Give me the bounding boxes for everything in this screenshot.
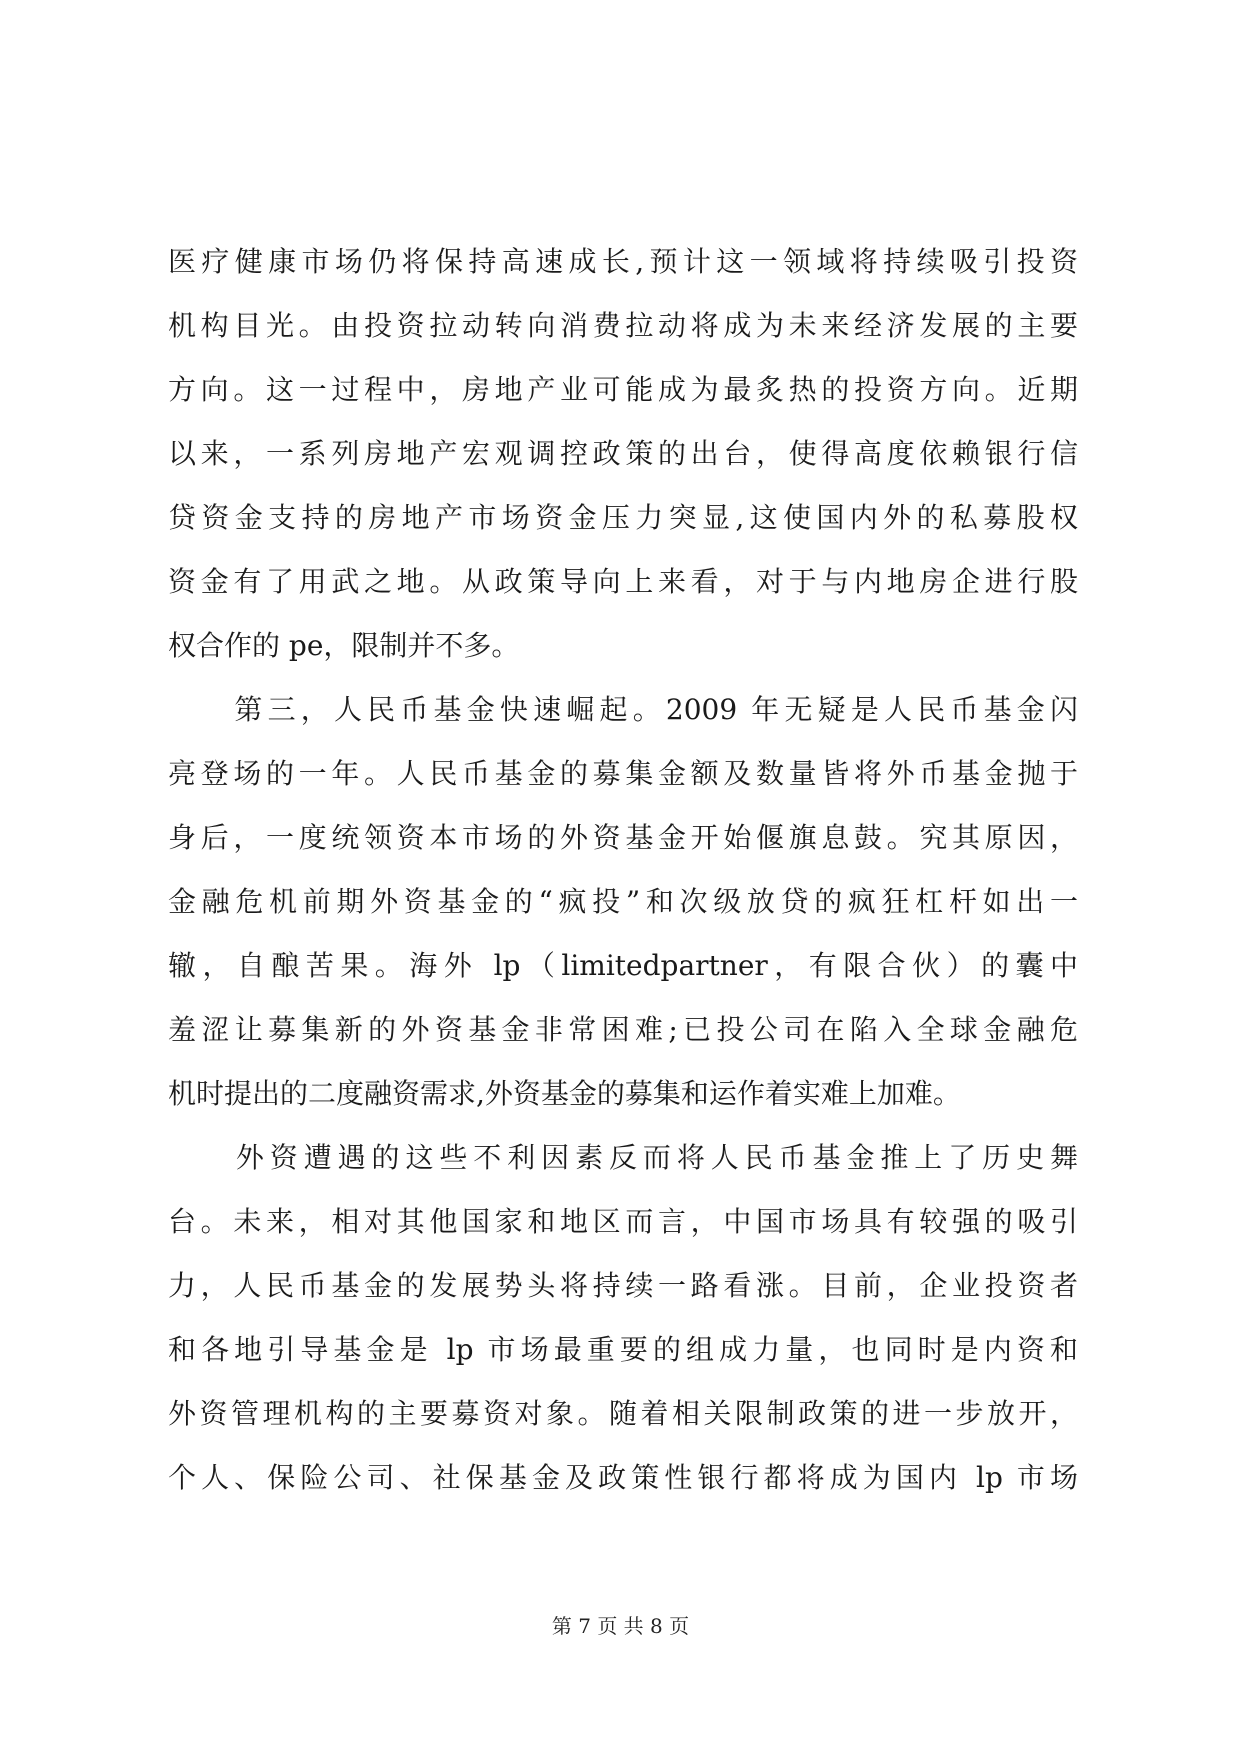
page-footer: 第 7 页 共 8 页 bbox=[551, 1614, 690, 1638]
body-text bbox=[168, 230, 1078, 1510]
text-line: 医疗健康市场仍将保持高速成长,预计这一领域将持续吸引投资 bbox=[168, 245, 1078, 278]
text-line: 金融危机前期外资基金的“疯投”和次级放贷的疯狂杠杆如出一 bbox=[168, 885, 1078, 918]
text-line: 台。未来，相对其他国家和地区而言，中国市场具有较强的吸引 bbox=[168, 1205, 1078, 1238]
text-line: 外资遭遇的这些不利因素反而将人民币基金推上了历史舞 bbox=[168, 1141, 1078, 1174]
text-line: 个人、保险公司、社保基金及政策性银行都将成为国内 lp 市场 bbox=[168, 1461, 1078, 1494]
text-line: 机时提出的二度融资需求,外资基金的募集和运作着实难上加难。 bbox=[168, 1077, 961, 1110]
text-line: 贷资金支持的房地产市场资金压力突显,这使国内外的私募股权 bbox=[168, 501, 1078, 534]
text-line: 力，人民币基金的发展势头将持续一路看涨。目前，企业投资者 bbox=[168, 1269, 1078, 1302]
text-line: 和各地引导基金是 lp 市场最重要的组成力量，也同时是内资和 bbox=[168, 1333, 1078, 1366]
text-line: 权合作的 pe，限制并不多。 bbox=[168, 629, 520, 662]
text-line: 机构目光。由投资拉动转向消费拉动将成为未来经济发展的主要 bbox=[168, 309, 1078, 342]
text-line: 辙，自酿苦果。海外 lp（limitedpartner，有限合伙）的囊中 bbox=[168, 949, 1078, 982]
text-line: 外资管理机构的主要募资对象。随着相关限制政策的进一步放开， bbox=[168, 1397, 1078, 1430]
text-line: 身后，一度统领资本市场的外资基金开始偃旗息鼓。究其原因， bbox=[168, 821, 1078, 854]
text-line: 第三，人民币基金快速崛起。2009 年无疑是人民币基金闪 bbox=[168, 693, 1078, 726]
text-line: 羞涩让募集新的外资基金非常困难;已投公司在陷入全球金融危 bbox=[168, 1013, 1078, 1046]
text-line: 亮登场的一年。人民币基金的募集金额及数量皆将外币基金抛于 bbox=[168, 757, 1078, 790]
text-line: 方向。这一过程中，房地产业可能成为最炙热的投资方向。近期 bbox=[168, 373, 1078, 406]
text-line: 资金有了用武之地。从政策导向上来看，对于与内地房企进行股 bbox=[168, 565, 1078, 598]
text-line: 以来，一系列房地产宏观调控政策的出台，使得高度依赖银行信 bbox=[168, 437, 1078, 470]
